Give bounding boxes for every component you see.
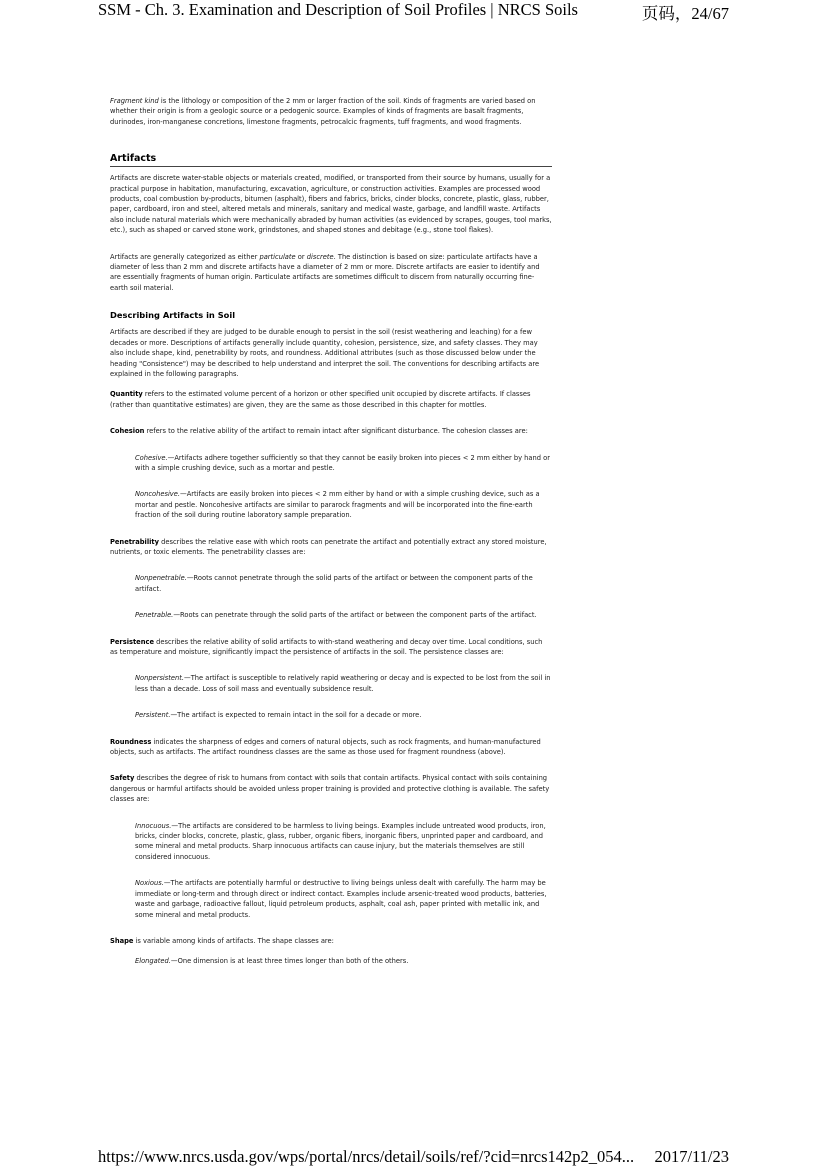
fragment-kind-paragraph — [110, 96, 552, 127]
artifacts-heading: Artifacts — [110, 153, 552, 167]
page-number: 页码，24/67 — [641, 4, 729, 23]
term: Persistent. — [135, 711, 171, 720]
definition: —Artifacts are easily broken into pieces < 2 mm either by hand or with a simple crushing device, such as a mortar and pestle. Noncohesive artifacts are similar to pararock fragments and will be incorporated into the fine-earth fraction of the soil during routine laboratory sample preparation. — [135, 490, 540, 520]
text-run: or — [295, 252, 307, 261]
definition: —The artifact is susceptible to relatively rapid weathering or decay and is expected to be lost from the soil in less than a decade. Loss of soil mass and eventually subsidence result. — [135, 674, 551, 693]
print-header — [98, 0, 729, 22]
print-footer — [98, 1147, 729, 1169]
term: Quantity — [110, 390, 143, 399]
shape-paragraph — [110, 936, 552, 946]
definition: —Roots can penetrate through the solid parts of the artifact or between the component parts of the artifact. — [173, 611, 537, 620]
term: Cohesive. — [135, 453, 168, 462]
italic-term: discrete — [306, 252, 334, 261]
definition: refers to the estimated volume percent of a horizon or other specified unit occupied by discrete artifacts. If classes (rather than quantitative estimates) are given, they are the same as those described in this chapter for mottles. — [110, 390, 531, 409]
definition: —The artifacts are considered to be harmless to living beings. Examples include untreated wood products, iron, bricks, cinder blocks, concrete, plastic, glass, rubber, organic fibers, inorganic fibers, unprinted paper and cardboard, and some mineral and metal products. Sharp innocuous artifacts can cause injury, but the materials themselves are still considered innocuous. — [135, 821, 546, 861]
elongated-class — [135, 956, 552, 966]
page-title: SSM - Ch. 3. Examination and Description of Soil Profiles | NRCS Soils — [98, 0, 578, 19]
artifacts-paragraph-2 — [110, 252, 552, 294]
definition: —The artifact is expected to remain intact in the soil for a decade or more. — [170, 711, 422, 720]
term: Nonpersistent. — [135, 674, 184, 683]
persistence-paragraph — [110, 637, 552, 658]
definition: —Artifacts adhere together sufficiently so that they cannot be easily broken into pieces < 2 mm either by hand or with a simple crushing device, such as a mortar and pestle. — [135, 453, 550, 472]
roundness-paragraph — [110, 737, 552, 758]
describing-paragraph: Artifacts are described if they are judged to be durable enough to persist in the soil (resist weathering and leaching) for a few decades or more. Descriptions of artifacts generally include quantity, cohesion, persistence, size, and safety classes. They may also include shape, kind, penetrability by roots, and roundness. Additional attributes (such as those discussed below under the heading "Consistence") may be described to help understand and interpret the soil. The conventions for describing artifacts are explained in the following paragraphs. — [110, 328, 540, 378]
definition: —One dimension is at least three times longer than both of the others. — [170, 957, 409, 966]
term: Noxious. — [135, 879, 164, 888]
noxious-class — [135, 878, 552, 920]
definition: describes the relative ability of solid artifacts to with-stand weathering and decay over time. Local conditions, such as temperature and moisture, significantly impact the persistence of artifacts in the soil. The persistence classes are: — [110, 637, 543, 656]
document-body — [110, 96, 552, 983]
source-url: https://www.nrcs.usda.gov/wps/portal/nrcs/detail/soils/ref/?cid=nrcs142p2_054... — [98, 1147, 635, 1166]
penetrability-paragraph — [110, 537, 552, 558]
persistent-class — [135, 710, 552, 720]
cohesion-paragraph — [110, 426, 552, 436]
term: Nonpenetrable. — [135, 574, 187, 583]
definition: indicates the sharpness of edges and corners of natural objects, such as rock fragments, and human-manufactured objects, such as artifacts. The artifact roundness classes are the same as those used for fragment roundness (above). — [110, 737, 541, 757]
definition: is variable among kinds of artifacts. The shape classes are: — [133, 936, 334, 945]
definition: —Roots cannot penetrate through the solid parts of the artifact or between the component parts of the artifact. — [135, 574, 533, 593]
term: Innocuous. — [135, 821, 172, 830]
quantity-paragraph — [110, 389, 552, 410]
artifacts-paragraph-1: Artifacts are discrete water-stable objects or materials created, modified, or transported from their source by humans, usually for a practical purpose in habitation, manufacturing, excavation, agriculture, or construction activities. Examples are processed wood products, coal combustion by-products, bitumen (asphalt), fibers and fabrics, bricks, cinder blocks, concrete, plastic, glass, rubber, paper, cardboard, iron and steel, altered metals and minerals, sanitary and medical waste, garbage, and landfill waste. Artifacts also include natural materials which were mechanically abraded by human activities (as evidenced by scrapes, gouges, tool marks, etc.), such as shaped or carved stone work, grindstones, and shaped stones and debitage (e.g., stone tool flakes). — [110, 174, 552, 235]
cohesive-class — [135, 453, 552, 474]
innocuous-class — [135, 821, 552, 863]
term: Penetrability — [110, 537, 159, 546]
text-run: . The distinction is based on size: particulate artifacts have a diameter of less than 2 mm and discrete artifacts have a diameter of 2 mm or more. Discrete artifacts are easier to identify and are essentially fragments of human origin. Particulate artifacts are sometimes difficult to discern from naturally occurring fine-earth soil material. — [110, 252, 540, 292]
definition: describes the relative ease with which roots can penetrate the artifact and potentially extract any stored moisture, nutrients, or toxic elements. The penetrability classes are: — [110, 537, 547, 556]
term: Fragment kind — [110, 97, 159, 105]
describing-artifacts-heading: Describing Artifacts in Soil — [110, 310, 236, 321]
term: Cohesion — [110, 427, 145, 436]
definition: refers to the relative ability of the artifact to remain intact after significant disturbance. The cohesion classes are: — [144, 427, 528, 436]
noncohesive-class — [135, 489, 552, 520]
term: Persistence — [110, 637, 154, 646]
nonpersistent-class — [135, 673, 552, 694]
text-run: Artifacts are generally categorized as either — [110, 252, 260, 261]
definition: is the lithology or composition of the 2 mm or larger fraction of the soil. Kinds of fragments are varied based on whether their origin is from a geologic source or a pedogenic source. Examples of kinds of fragments are basalt fragments, durinodes, iron-manganese concretions, limestone fragments, petrocalcic fragments, tuff fragments, and wood fragments. — [110, 97, 536, 126]
term: Shape — [110, 936, 134, 945]
term: Noncohesive. — [135, 490, 180, 499]
term: Elongated. — [135, 957, 171, 966]
nonpenetrable-class — [135, 573, 552, 594]
italic-term: particulate — [259, 252, 296, 261]
print-date: 2017/11/23 — [654, 1147, 729, 1166]
safety-paragraph — [110, 773, 552, 804]
definition: describes the degree of risk to humans from contact with soils that contain artifacts. Physical contact with soils containing dangerous or harmful artifacts should be avoided unless proper training is provided and protective clothing is available. The safety classes are: — [110, 774, 550, 804]
term: Penetrable. — [135, 611, 174, 620]
definition: —The artifacts are potentially harmful or destructive to living beings unless dealt with carefully. The harm may be immediate or long-term and through direct or indirect contact. Examples include arsenic-treated wood products, batteries, waste and garbage, radioactive fallout, liquid petroleum products, asphalt, coal ash, paper printed with metallic ink, and some mineral and metal products. — [135, 879, 547, 919]
penetrable-class — [135, 610, 552, 620]
term: Roundness — [110, 737, 152, 746]
term: Safety — [110, 774, 135, 783]
